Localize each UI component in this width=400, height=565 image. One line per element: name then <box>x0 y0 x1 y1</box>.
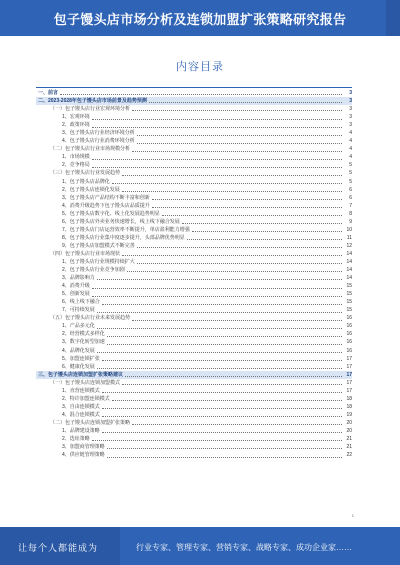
toc-entry[interactable] <box>36 226 352 234</box>
toc-entry[interactable] <box>36 403 352 411</box>
toc-entry-text: 1、宏观环境 <box>62 114 90 121</box>
footer-tagline: 行业专家、管理专家、营销专家、战略专家、成功企业家…… <box>136 543 352 552</box>
toc-entry-text: 二、2023-2028年包子馒头店市场前景及趋势预测 <box>38 98 147 105</box>
footer-slogan: 让每个人都能成为 <box>18 543 99 553</box>
toc-entry[interactable] <box>36 89 352 97</box>
toc-entry-page: 21 <box>346 436 352 443</box>
toc-entry[interactable] <box>36 443 352 451</box>
toc-entry-page: 18 <box>346 403 352 410</box>
toc-entry[interactable] <box>36 266 352 274</box>
toc-entry-text: 4、供应链管理策略 <box>62 452 105 459</box>
toc-entry[interactable] <box>36 379 352 387</box>
toc-entry-text: 4、消费升级 <box>62 283 90 290</box>
toc-entry-page: 14 <box>346 250 352 257</box>
toc-entry-text: 7、可持续发展 <box>62 307 95 314</box>
toc-leader-dots <box>132 424 342 425</box>
toc-leader-dots <box>132 151 342 152</box>
toc-leader-dots <box>97 312 342 313</box>
toc-entry[interactable] <box>36 258 352 266</box>
toc-entry[interactable] <box>36 121 352 129</box>
toc-entry-page: 15 <box>346 291 352 298</box>
toc-entry[interactable] <box>36 363 352 371</box>
toc-entry-page: 4 <box>349 130 352 137</box>
toc-entry-page: 5 <box>349 178 352 185</box>
toc-entry-text: 2、选址策略 <box>62 436 90 443</box>
toc-entry[interactable] <box>36 387 352 395</box>
toc-entry-page: 15 <box>346 283 352 290</box>
toc-leader-dots <box>97 279 342 280</box>
toc-entry-page: 20 <box>346 419 352 426</box>
toc-heading: 内容目录 <box>176 61 224 73</box>
toc-entry[interactable] <box>36 234 352 242</box>
toc-entry-page: 21 <box>346 444 352 451</box>
toc-leader-dots <box>122 175 342 176</box>
toc-leader-dots <box>137 143 342 144</box>
toc-entry[interactable] <box>36 274 352 282</box>
toc-entry-text: 2、特许加盟连锁模式 <box>62 395 110 402</box>
toc-leader-dots <box>107 457 342 458</box>
toc-leader-dots <box>192 231 342 232</box>
toc-entry-page: 4 <box>349 154 352 161</box>
toc-entry[interactable] <box>36 419 352 427</box>
toc-leader-dots <box>122 255 342 256</box>
toc-entry-text: （四）包子馒头店行业市场现状 <box>50 250 121 257</box>
page-number: 1 <box>351 513 354 518</box>
toc-entry-text: 4、包子馒头店行业消费环境分析 <box>62 138 135 145</box>
report-title: 包子馒头店市场分析及连锁加盟扩张策略研究报告 <box>53 12 347 27</box>
toc-leader-dots <box>112 183 342 184</box>
toc-entry-text: 2、竞争格局 <box>62 162 90 169</box>
toc-leader-dots <box>137 135 342 136</box>
toc-entry-page: 19 <box>346 411 352 418</box>
toc-leader-dots <box>127 271 342 272</box>
toc-entry-page: 4 <box>349 146 352 153</box>
toc-entry-page: 16 <box>346 347 352 354</box>
toc-leader-dots <box>102 360 342 361</box>
toc-leader-dots <box>92 119 342 120</box>
toc-entry-page: 3 <box>349 98 352 105</box>
toc-entry[interactable] <box>36 330 352 338</box>
toc-leader-dots <box>102 408 342 409</box>
toc-leader-dots <box>152 207 342 208</box>
toc-entry-text: 4、品牌化发展 <box>62 347 95 354</box>
toc-leader-dots <box>122 191 342 192</box>
toc-entry[interactable] <box>36 306 352 314</box>
toc-entry-text: （二）包子馒头店连锁加盟扩张策略 <box>50 419 131 426</box>
toc-leader-dots <box>122 384 342 385</box>
toc-entry-text: 6、健康化发展 <box>62 363 95 370</box>
toc-leader-dots <box>92 288 342 289</box>
toc-entry[interactable] <box>36 97 352 105</box>
toc-entry-text: 6、线上线下融合 <box>62 299 100 306</box>
toc-entry-text: 3、包子馒头店产品结构不断丰富和创新 <box>62 194 150 201</box>
toc-leader-dots <box>112 400 342 401</box>
toc-entry-page: 16 <box>346 315 352 322</box>
toc-entry-text: 3、包子馒头店行业经济环境分析 <box>62 130 135 137</box>
toc-entry[interactable] <box>36 218 352 226</box>
toc-entry-text: 2、经营模式多样化 <box>62 331 105 338</box>
toc-entry-page: 7 <box>349 202 352 209</box>
toc-entry-text: （二）包子馒头店行业市场规模分析 <box>50 146 131 153</box>
toc-entry-page: 4 <box>349 138 352 145</box>
toc-entry[interactable] <box>36 314 352 322</box>
toc-entry-text: 8、包子馒头店行业集中度逐步提升，头部品牌优势明显 <box>62 234 185 241</box>
toc-entry-text: 5、创新发展 <box>62 291 90 298</box>
toc-entry[interactable] <box>36 242 352 250</box>
toc-entry-text: 1、品牌建设策略 <box>62 427 100 434</box>
toc-entry-text: 一、前言 <box>38 90 59 96</box>
toc-entry-page: 16 <box>346 339 352 346</box>
toc-entry[interactable] <box>36 282 352 290</box>
toc-entry-text: 6、包子馒头店外卖业务快速增长，线上线下融合发展 <box>62 218 180 225</box>
toc-entry-page: 18 <box>346 395 352 402</box>
toc-entry-text: 3、自由连锁模式 <box>62 403 100 410</box>
toc-entry-page: 17 <box>346 379 352 386</box>
toc-entry-page: 22 <box>346 452 352 459</box>
toc-entry[interactable] <box>36 338 352 346</box>
toc-entry-page: 11 <box>346 234 352 241</box>
toc-entry[interactable] <box>36 451 352 459</box>
toc-leader-dots <box>102 304 342 305</box>
toc-leader-dots <box>152 199 342 200</box>
toc-entry-text: （三）包子馒头店行业发展趋势 <box>50 170 121 177</box>
toc-entry[interactable] <box>36 194 352 202</box>
table-of-contents <box>36 89 352 459</box>
toc-entry-text: （一）包子馒头店行业宏观环境分析 <box>50 106 131 113</box>
toc-entry[interactable] <box>36 178 352 186</box>
toc-entry[interactable] <box>36 355 352 363</box>
toc-entry-page: 10 <box>346 226 352 233</box>
toc-entry[interactable] <box>36 435 352 443</box>
toc-entry-page: 16 <box>346 331 352 338</box>
toc-entry[interactable] <box>36 298 352 306</box>
toc-leader-dots <box>92 440 342 441</box>
toc-entry-text: 2、政策环境 <box>62 122 90 129</box>
toc-leader-dots <box>97 368 342 369</box>
toc-entry-page: 14 <box>346 275 352 282</box>
toc-entry-text: （一）包子馒头店连锁加盟模式 <box>50 379 121 386</box>
toc-entry[interactable] <box>36 169 352 177</box>
toc-leader-dots <box>107 336 342 337</box>
toc-leader-dots <box>92 296 342 297</box>
toc-entry-text: 3、加盟商管理策略 <box>62 444 105 451</box>
toc-leader-dots <box>107 448 342 449</box>
toc-entry-text: 1、包子馒头店行业规模持续扩大 <box>62 258 135 265</box>
toc-entry-page: 14 <box>346 258 352 265</box>
toc-entry-page: 3 <box>349 114 352 121</box>
toc-entry[interactable] <box>36 105 352 113</box>
toc-leader-dots <box>102 392 342 393</box>
toc-leader-dots <box>137 247 342 248</box>
toc-entry-text: 4、混合连锁模式 <box>62 411 100 418</box>
toc-entry-page: 3 <box>349 122 352 129</box>
toc-entry[interactable] <box>36 395 352 403</box>
toc-leader-dots <box>132 320 342 321</box>
toc-leader-dots <box>187 239 342 240</box>
toc-entry[interactable] <box>36 411 352 419</box>
toc-entry-text: 5、包子馒头店数字化、线上化发展趋势明显 <box>62 210 160 217</box>
toc-entry-page: 3 <box>349 90 352 96</box>
toc-entry-page: 5 <box>349 170 352 177</box>
toc-entry[interactable] <box>36 371 352 379</box>
toc-entry-text: 1、包子馒头店品牌化 <box>62 178 110 185</box>
toc-entry-page: 15 <box>346 307 352 314</box>
toc-entry-text: 9、包子馒头店加盟模式不断完善 <box>62 242 135 249</box>
toc-entry[interactable] <box>36 129 352 137</box>
toc-leader-dots <box>102 416 342 417</box>
toc-entry[interactable] <box>36 250 352 258</box>
toc-divider <box>36 87 352 88</box>
toc-entry[interactable] <box>36 113 352 121</box>
toc-entry[interactable] <box>36 161 352 169</box>
toc-entry-page: 17 <box>346 387 352 394</box>
toc-entry-page: 20 <box>346 427 352 434</box>
toc-entry-text: 三、包子馒头店连锁加盟扩张策略建议 <box>38 371 124 378</box>
toc-leader-dots <box>137 263 342 264</box>
toc-entry-page: 14 <box>346 267 352 274</box>
toc-leader-dots <box>92 159 342 160</box>
toc-entry-page: 6 <box>349 194 352 201</box>
toc-leader-dots <box>182 223 342 224</box>
toc-entry-page: 6 <box>349 186 352 193</box>
toc-entry-text: 1、市场规模 <box>62 154 90 161</box>
toc-leader-dots <box>162 215 342 216</box>
toc-leader-dots <box>92 167 342 168</box>
toc-entry-page: 17 <box>346 371 352 378</box>
toc-entry-page: 3 <box>349 106 352 113</box>
toc-entry-page: 16 <box>346 323 352 330</box>
header-banner <box>0 0 400 36</box>
toc-entry[interactable] <box>36 290 352 298</box>
toc-leader-dots <box>102 432 342 433</box>
toc-entry-text: 1、直营连锁模式 <box>62 387 100 394</box>
toc-entry-text: （五）包子馒头店行业未来发展趋势 <box>50 315 131 322</box>
toc-entry-text: 3、品牌影响力 <box>62 275 95 282</box>
toc-entry-page: 5 <box>349 162 352 169</box>
toc-entry-page: 17 <box>346 355 352 362</box>
toc-leader-dots <box>107 344 342 345</box>
toc-entry-page: 9 <box>349 218 352 225</box>
toc-entry[interactable] <box>36 153 352 161</box>
toc-entry[interactable] <box>36 186 352 194</box>
toc-entry[interactable] <box>36 210 352 218</box>
toc-entry-text: 1、产品多元化 <box>62 323 95 330</box>
toc-entry[interactable] <box>36 202 352 210</box>
toc-leader-dots <box>97 352 342 353</box>
toc-entry[interactable] <box>36 137 352 145</box>
toc-entry-text: 7、包子馒头店门店运营效率不断提升，单店盈利能力增强 <box>62 226 190 233</box>
toc-leader-dots <box>132 110 342 111</box>
toc-entry[interactable] <box>36 322 352 330</box>
toc-entry[interactable] <box>36 145 352 153</box>
toc-entry-text: 4、消费升级趋势下包子馒头店品质提升 <box>62 202 150 209</box>
toc-leader-dots <box>125 376 342 377</box>
toc-leader-dots <box>92 127 342 128</box>
toc-entry-page: 8 <box>349 210 352 217</box>
toc-leader-dots <box>97 328 342 329</box>
toc-entry[interactable] <box>36 427 352 435</box>
toc-entry-page: 15 <box>346 299 352 306</box>
toc-entry-text: 5、加盟连锁扩张 <box>62 355 100 362</box>
toc-entry-text: 3、数字化转型加速 <box>62 339 105 346</box>
toc-entry-page: 12 <box>346 242 352 249</box>
toc-entry-page: 17 <box>346 363 352 370</box>
toc-leader-dots <box>60 94 342 95</box>
toc-entry-text: 2、包子馒头店行业竞争加剧 <box>62 267 125 274</box>
toc-leader-dots <box>149 102 342 103</box>
toc-entry-text: 2、包子馒头店连锁化发展 <box>62 186 120 193</box>
toc-entry[interactable] <box>36 347 352 355</box>
